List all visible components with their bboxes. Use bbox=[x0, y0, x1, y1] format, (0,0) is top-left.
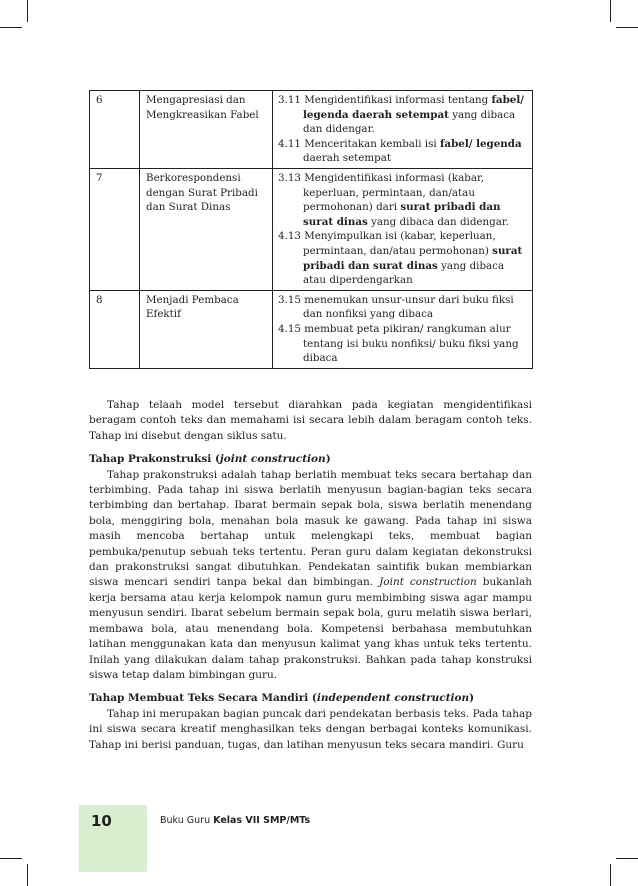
crop-mark bbox=[27, 0, 28, 22]
competency-point: 3.15 menemukan unsur-unsur dari buku fiksi dan nonfiksi yang dibaca bbox=[278, 293, 514, 321]
competency-point: 4.13 Menyimpulkan isi (kabar, keperluan, permintaan, dan/atau permohonan) surat pribadi dan surat dinas yang dibaca atau diperdengarkan bbox=[278, 230, 523, 287]
crop-mark bbox=[0, 858, 22, 859]
paragraph: Tahap telaah model tersebut diarahkan pada kegiatan mengidentifikasi beragam contoh teks dan memahami isi secara lebih dalam beragam contoh teks. Tahap ini disebut dengan siklus satu. bbox=[89, 399, 532, 442]
competency-point: 4.15 membuat peta pikiran/ rangkuman alur tentang isi buku nonfiksi/ buku fiksi yang dibaca bbox=[278, 322, 519, 365]
basic-competency-cell bbox=[273, 290, 533, 368]
competency-name: Menjadi Pembaca Efektif bbox=[140, 290, 273, 368]
crop-mark bbox=[0, 27, 22, 28]
book-title: Buku Guru Kelas VII SMP/MTs bbox=[160, 815, 311, 826]
competency-name: Mengapresiasi dan Mengkreasikan Fabel bbox=[140, 91, 273, 169]
competency-point: 3.13 Mengidentifikasi informasi (kabar, keperluan, permintaan, dan/atau permohonan) dari surat pribadi dan surat dinas yang dibaca dan didengar. bbox=[278, 171, 509, 228]
paragraph: Tahap ini merupakan bagian puncak dari pendekatan berbasis teks. Pada tahap ini siswa secara kreatif menghasilkan teks dengan berbagai konteks komunikasi. Tahap ini berisi panduan, tugas, dan latihan menyusun teks secara mandiri. Guru bbox=[89, 707, 532, 751]
crop-mark bbox=[616, 858, 638, 859]
row-number: 6 bbox=[90, 91, 140, 169]
row-number: 8 bbox=[90, 290, 140, 368]
body-text bbox=[89, 398, 532, 753]
row-number: 7 bbox=[90, 168, 140, 290]
basic-competency-cell bbox=[273, 168, 533, 290]
section-heading: Tahap Membuat Teks Secara Mandiri (independent construction) bbox=[89, 692, 475, 705]
crop-mark bbox=[616, 27, 638, 28]
basic-competency-cell bbox=[273, 91, 533, 169]
table-row bbox=[90, 168, 533, 290]
crop-mark bbox=[27, 864, 28, 886]
competency-point: 3.11 Mengidentifikasi informasi tentang fabel/ legenda daerah setempat yang dibaca dan didengar. bbox=[278, 94, 524, 136]
table-row bbox=[90, 91, 533, 169]
competency-point: 4.11 Menceritakan kembali isi fabel/ legenda daerah setempat bbox=[278, 137, 522, 165]
section-heading: Tahap Prakonstruksi (joint construction) bbox=[89, 453, 331, 466]
page-number: 10 bbox=[91, 812, 112, 830]
competency-name: Berkorespondensi dengan Surat Pribadi dan Surat Dinas bbox=[140, 168, 273, 290]
crop-mark bbox=[610, 0, 611, 22]
table-row bbox=[90, 290, 533, 368]
footer-color-block bbox=[79, 805, 147, 872]
paragraph: Tahap prakonstruksi adalah tahap berlatih membuat teks secara bertahap dan terbimbing. Pada tahap ini siswa berlatih menyusun bagian-bagian teks secara terbimbing dan bertahap. Ibarat bermain sepak bola, siswa berlatih menendang bola, menggiring bola, menahan bola masuk ke gawang. Pada tahap ini siswa masih mencoba bertahap untuk melengkapi teks, membuat bagian pembuka/penutup sebuah teks tertentu. Peran guru dalam kegiatan dekonstruksi dan prakonstruksi sangat dibutuhkan. Pendekatan saintifik bukan membiarkan siswa mencari sendiri tanpa bekal dan bimbingan. Joint construction bukanlah kerja bersama atau kerja kelompok namun guru membimbing siswa agar mampu menyusun sendiri. Ibarat sebelum bermain sepak bola, guru melatih siswa berlari, membawa bola, atau menendang bola. Kompetensi berbahasa membutuhkan latihan menggunakan kata dan menyusun kalimat yang khas untuk teks tertentu. Inilah yang dilakukan dalam tahap prakonstruksi. Bahkan pada tahap konstruksi siswa tetap dalam bimbingan guru. bbox=[89, 468, 533, 681]
crop-mark bbox=[610, 864, 611, 886]
competency-table bbox=[89, 90, 533, 369]
